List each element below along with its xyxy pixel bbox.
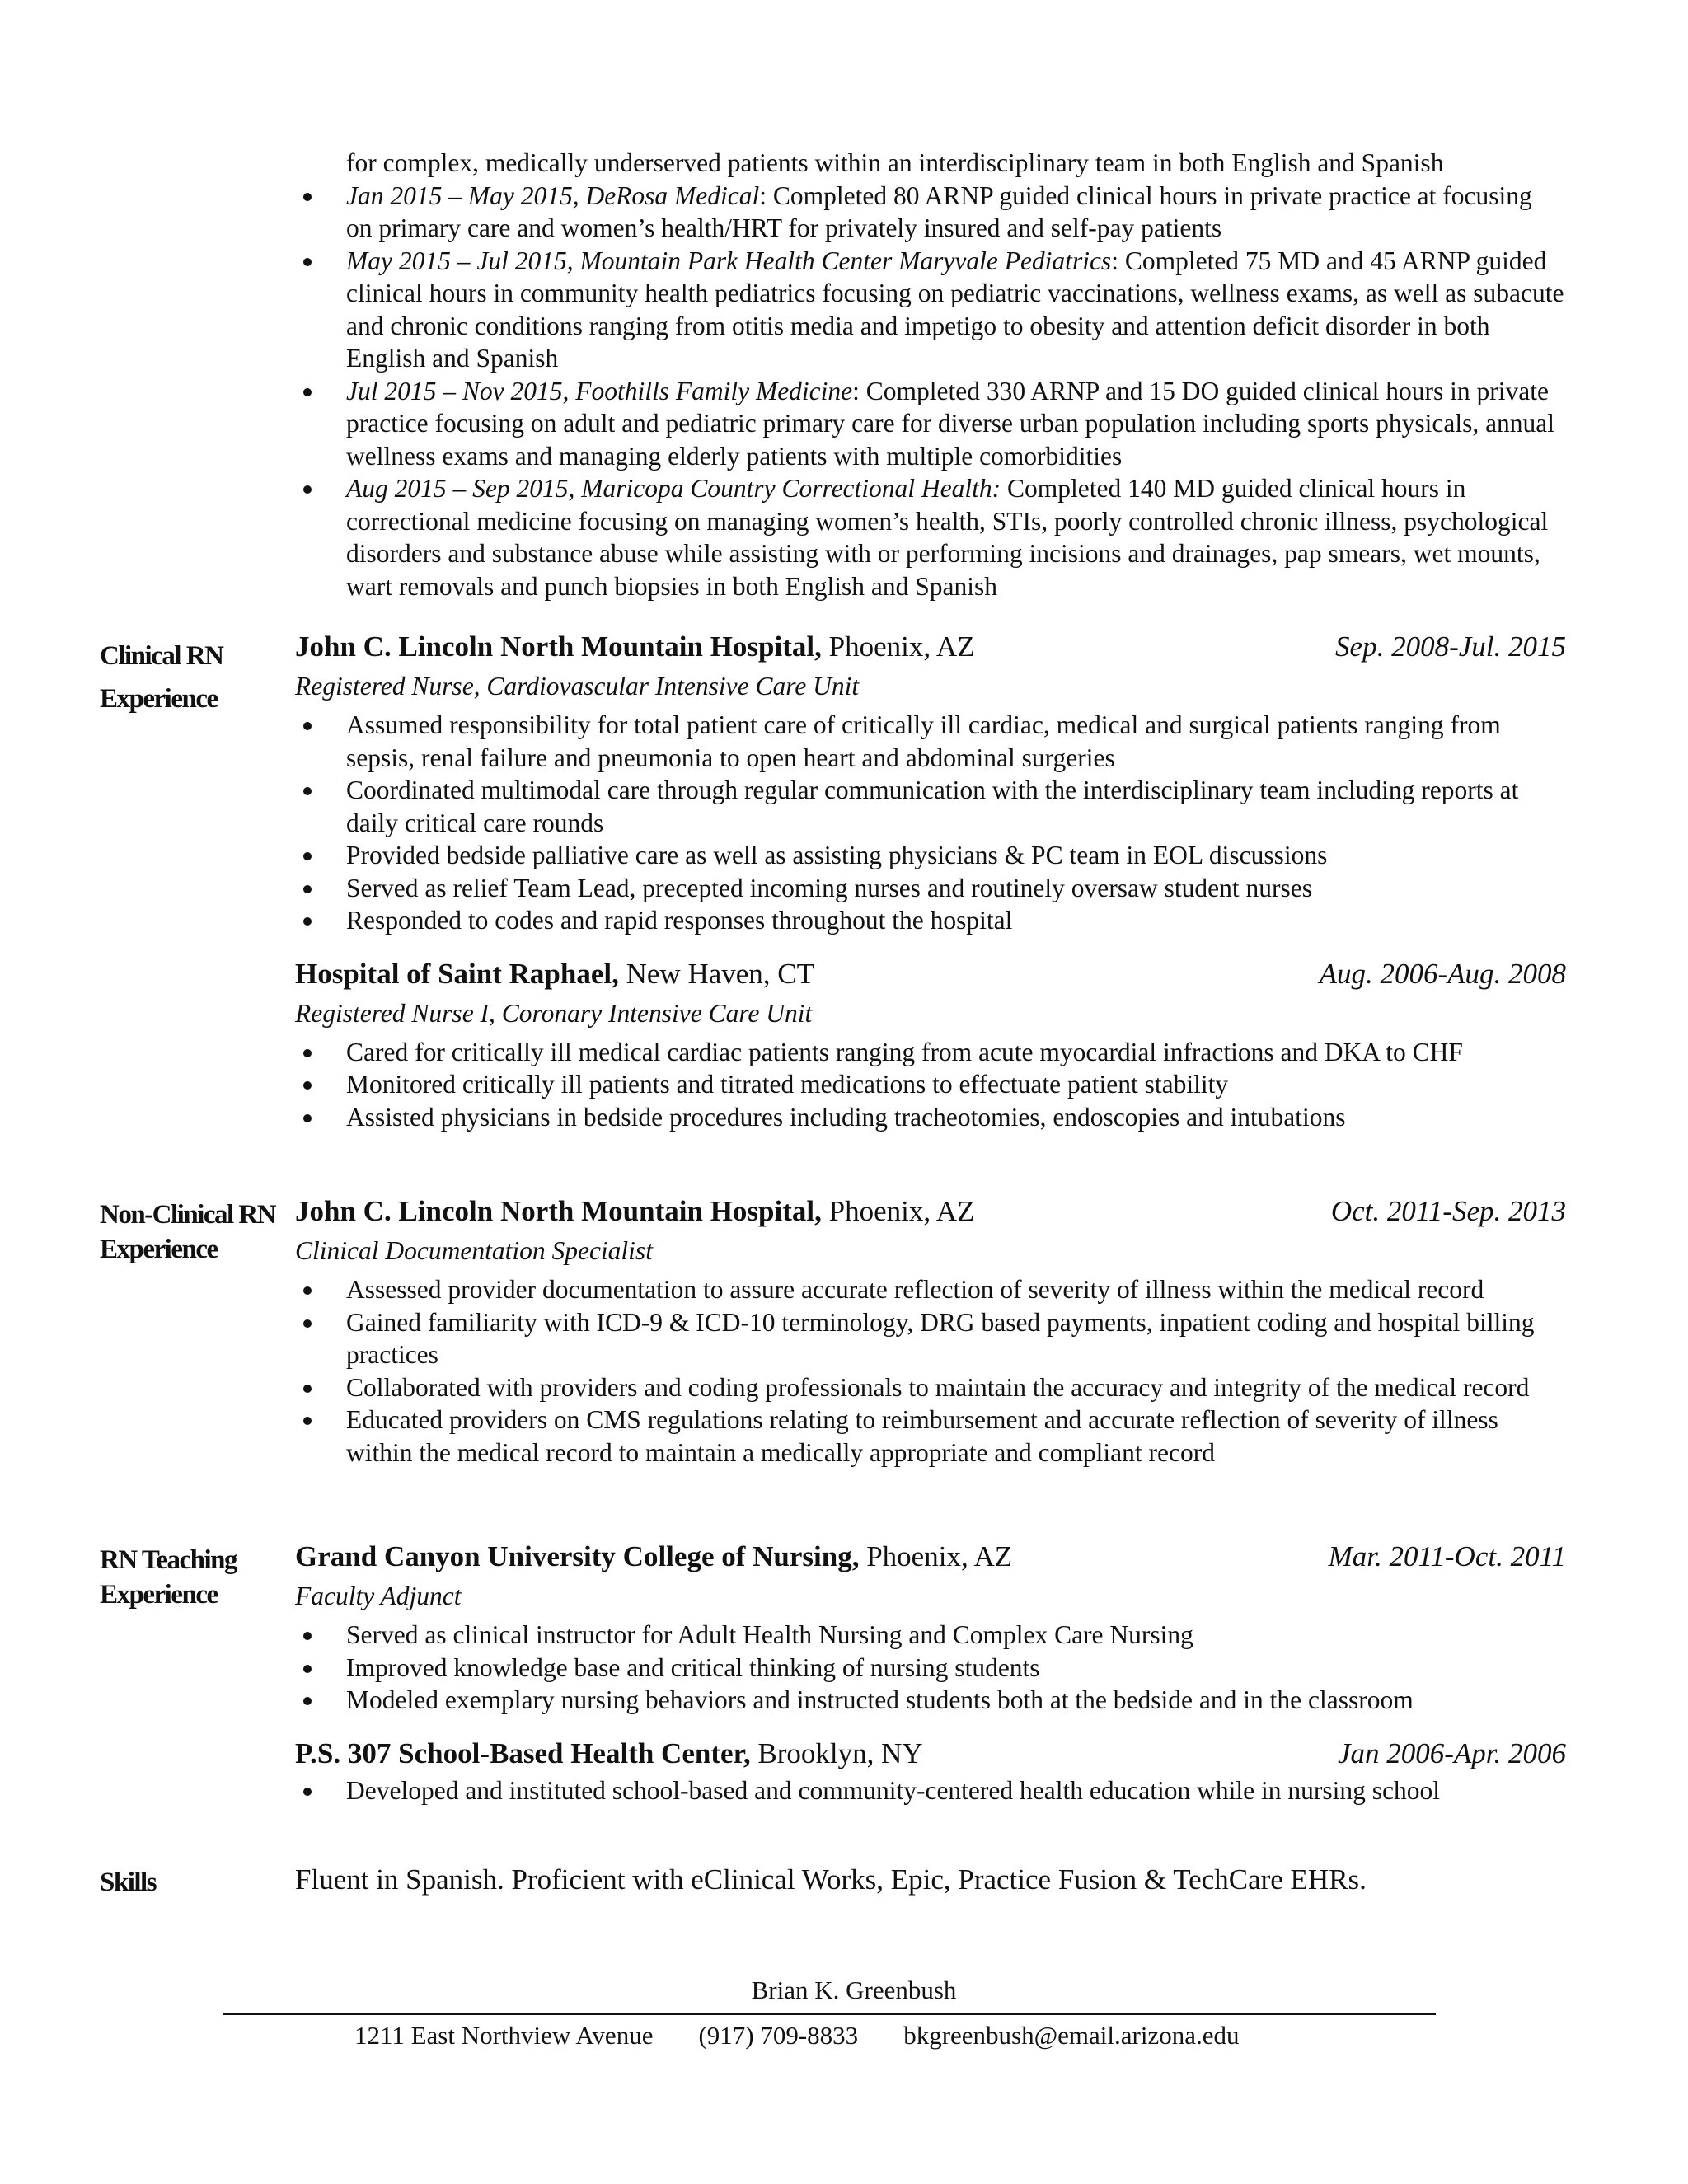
nonclinical-entries (295, 1191, 1566, 1485)
skills-body (295, 1859, 1566, 1900)
employer-name: John C. Lincoln North Mountain Hospital, (295, 1195, 822, 1227)
footer-divider (223, 2013, 1436, 2015)
job-entry (295, 1536, 1566, 1717)
section-label-skills: Skills (100, 1868, 157, 1897)
footer-email: bkgreenbush@email.arizona.edu (903, 2021, 1240, 2050)
job-dates: Oct. 2011-Sep. 2013 (1330, 1195, 1566, 1227)
rotation-text: : Completed 80 ARNP guided clinical hours in private practice at focusing on primary care and women’s health/HRT for privately insured and self-pay patients (346, 180, 1532, 242)
duty-item: Coordinated multimodal care through regular communication with the interdisciplinary team including reports at daily critical care rounds (295, 774, 1566, 839)
duty-item: Gained familiarity with ICD-9 & ICD-10 terminology, DRG based payments, inpatient coding and hospital billing practices (295, 1306, 1566, 1371)
duty-item: Modeled exemplary nursing behaviors and instructed students both at the bedside and in the classroom (295, 1684, 1566, 1717)
rotation-list (295, 180, 1564, 603)
duty-item: Cared for critically ill medical cardiac patients ranging from acute myocardial infractions and DKA to CHF (295, 1036, 1566, 1069)
job-role: Registered Nurse, Cardiovascular Intensive Care Unit (295, 672, 860, 701)
footer-contact-line (223, 2018, 1436, 2053)
footer-name: Brian K. Greenbush (751, 1975, 957, 2004)
duty-item: Served as clinical instructor for Adult Health Nursing and Complex Care Nursing (295, 1619, 1566, 1652)
contact-footer (223, 1973, 1436, 2053)
footer-phone: (917) 709-8833 (698, 2021, 859, 2050)
rotation-when: Jul 2015 – Nov 2015, Foothills Family Medicine (346, 376, 853, 405)
job-header (295, 1191, 1566, 1232)
employer-location: Phoenix, AZ (821, 630, 975, 663)
job-dates: Sep. 2008-Jul. 2015 (1335, 630, 1566, 663)
job-entry (295, 1733, 1566, 1807)
job-role: Registered Nurse I, Coronary Intensive Care Unit (295, 998, 813, 1028)
rotation-text: Completed 140 MD guided clinical hours in correctional medicine focusing on managing women’s health, STIs, poorly controlled chronic illness, psychological disorders and substance abuse while assisting with or performing incisions and drainages, pap smears, wet mounts, wart removals and punch biopsies in both English and Spanish (346, 474, 1549, 601)
job-role: Clinical Documentation Specialist (295, 1236, 653, 1265)
job-entry (295, 1191, 1566, 1469)
rotation-item (295, 245, 1564, 375)
job-duties (295, 1273, 1566, 1469)
rotations-continued (295, 147, 1564, 602)
rotation-text: : Completed 330 ARNP and 15 DO guided clinical hours in private practice focusing on adult and pediatric primary care for diverse urban population including sports physicals, annual wellness exams and managing elderly patients with multiple comorbidities (346, 376, 1555, 471)
rotation-text: : Completed 75 MD and 45 ARNP guided clinical hours in community health pediatrics focusing on pediatric vaccinations, wellness exams, as well as subacute and chronic conditions ranging from otitis media and impetigo to obesity and attention deficit disorder in both English and Spanish (346, 246, 1564, 373)
section-label-teaching: RN Teaching Experience (100, 1545, 237, 1610)
rotation-when: Aug 2015 – Sep 2015, Maricopa Country Correctional Health: (346, 474, 1001, 503)
rotation-when: May 2015 – Jul 2015, Mountain Park Health Center Maryvale Pediatrics (346, 246, 1112, 275)
employer-name: Hospital of Saint Raphael, (295, 957, 619, 990)
job-duties (295, 1619, 1566, 1717)
duty-item: Developed and instituted school-based and community-centered health education while in nursing school (295, 1774, 1566, 1807)
section-label-nonclinical: Non-Clinical RN Experience (100, 1200, 276, 1264)
employer-location: Phoenix, AZ (859, 1540, 1013, 1572)
skills-text: Fluent in Spanish. Proficient with eClinical Works, Epic, Practice Fusion & TechCare EHRs. (295, 1863, 1367, 1896)
rotation-item (295, 180, 1564, 245)
duty-item: Served as relief Team Lead, precepted incoming nurses and routinely oversaw student nurses (295, 872, 1566, 905)
section-label-clinical: Clinical RN Experience (100, 641, 223, 714)
duty-item: Educated providers on CMS regulations relating to reimbursement and accurate reflection of severity of illness within the medical record to maintain a medically appropriate and compliant record (295, 1404, 1566, 1469)
duty-item: Assessed provider documentation to assure accurate reflection of severity of illness within the medical record (295, 1273, 1566, 1306)
duty-item: Monitored critically ill patients and titrated medications to effectuate patient stability (295, 1068, 1566, 1101)
clinical-entries (295, 626, 1566, 1150)
rotation-item (295, 375, 1564, 473)
job-duties (295, 1774, 1566, 1807)
employer-location: Phoenix, AZ (821, 1195, 975, 1227)
job-header (295, 1536, 1566, 1577)
job-entry (295, 954, 1566, 1134)
duty-item: Improved knowledge base and critical thinking of nursing students (295, 1652, 1566, 1685)
job-role: Faculty Adjunct (295, 1582, 462, 1610)
duty-item: Responded to codes and rapid responses throughout the hospital (295, 904, 1566, 937)
job-dates: Mar. 2011-Oct. 2011 (1328, 1540, 1566, 1572)
employer-name: John C. Lincoln North Mountain Hospital, (295, 630, 822, 663)
job-entry (295, 626, 1566, 937)
teaching-entries (295, 1536, 1566, 1823)
employer-location: Brooklyn, NY (750, 1736, 923, 1769)
job-header (295, 954, 1566, 995)
employer-name: P.S. 307 School-Based Health Center, (295, 1736, 751, 1769)
duty-item: Assumed responsibility for total patient care of critically ill cardiac, medical and surgical patients ranging from sepsis, renal failure and pneumonia to open heart and abdominal surgeries (295, 709, 1566, 774)
rotation-when: Jan 2015 – May 2015, DeRosa Medical (346, 180, 760, 210)
job-dates: Aug. 2006-Aug. 2008 (1319, 957, 1566, 990)
footer-address: 1211 East Northview Avenue (354, 2021, 654, 2050)
employer-location: New Haven, CT (618, 957, 815, 990)
rotation-item (295, 472, 1564, 602)
duty-item: Provided bedside palliative care as well as assisting physicians & PC team in EOL discussions (295, 839, 1566, 872)
duty-item: Assisted physicians in bedside procedures including tracheotomies, endoscopies and intubations (295, 1101, 1566, 1134)
duty-item: Collaborated with providers and coding professionals to maintain the accuracy and integrity of the medical record (295, 1371, 1566, 1404)
job-header (295, 626, 1566, 668)
job-header (295, 1733, 1566, 1774)
job-duties (295, 709, 1566, 937)
rotation-continuation-text: for complex, medically underserved patients within an interdisciplinary team in both English and Spanish (346, 148, 1444, 177)
job-dates: Jan 2006-Apr. 2006 (1337, 1736, 1566, 1769)
job-duties (295, 1036, 1566, 1134)
employer-name: Grand Canyon University College of Nursing, (295, 1540, 860, 1572)
